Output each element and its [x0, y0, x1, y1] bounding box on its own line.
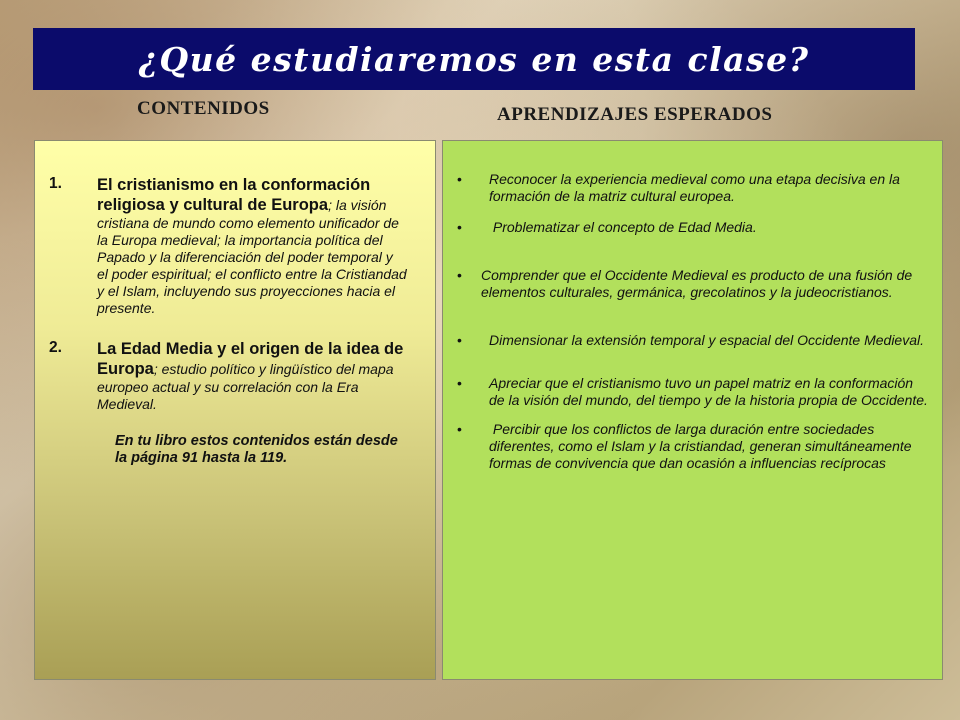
contenido-item-2 [49, 339, 407, 413]
aprendizaje-text: Problematizar el concepto de Edad Media. [489, 219, 757, 235]
bullet-icon: • [457, 171, 462, 187]
bullet-icon: • [457, 375, 462, 391]
aprendizaje-text: Dimensionar la extensión temporal y espacial del Occidente Medieval. [489, 332, 924, 348]
aprendizaje-item [453, 375, 932, 409]
contenido-item-1 [49, 175, 407, 317]
bullet-icon: • [457, 219, 462, 235]
contenido-description: ; estudio político y lingüístico del mapa europeo actual y su correlación con la Era Medieval. [97, 361, 394, 412]
contenidos-heading: CONTENIDOS [137, 98, 270, 119]
aprendizaje-item [453, 267, 932, 301]
contenido-lead: La Edad Media y el origen de la idea de Europa [97, 340, 404, 378]
contenido-number: 2. [49, 339, 62, 356]
aprendizaje-text: Reconocer la experiencia medieval como una etapa decisiva en la formación de la matriz cultural europea. [489, 171, 900, 204]
aprendizaje-item [453, 219, 932, 236]
slide-title: ¿Qué estudiaremos en esta clase? [33, 28, 915, 90]
contenido-number: 1. [49, 175, 62, 192]
bullet-icon: • [457, 421, 462, 437]
aprendizaje-text: Percibir que los conflictos de larga duración entre sociedades diferentes, como el Islam y la cristiandad, generan simultáneamente formas de convivencia que dan ocasión a influencias recíprocas [489, 421, 916, 471]
aprendizaje-text: Apreciar que el cristianismo tuvo un papel matriz en la conformación de la visión del mundo, del tiempo y de la historia propia de Occidente. [489, 375, 928, 408]
aprendizajes-panel [442, 140, 943, 680]
book-pages-note: En tu libro estos contenidos están desde la página 91 hasta la 119. [115, 433, 398, 466]
bullet-icon: • [457, 332, 462, 348]
aprendizaje-text: Comprender que el Occidente Medieval es producto de una fusión de elementos culturales, germánica, grecolatinos y la judeocristianos. [481, 267, 913, 300]
aprendizaje-item [453, 171, 932, 205]
contenido-description: ; la visión cristiana de mundo como elemento unificador de la Europa medieval; la importancia política del Papado y la diferenciación del poder temporal y el poder espiritual; el conflicto entre la Cristiandad y el Islam, incluyendo sus proyecciones hacia el presente. [97, 197, 407, 316]
contenidos-panel [34, 140, 436, 680]
aprendizaje-item [453, 421, 932, 472]
aprendizajes-heading: APRENDIZAJES ESPERADOS [497, 104, 773, 125]
aprendizaje-item [453, 332, 932, 349]
contenido-lead: El cristianismo en la conformación religiosa y cultural de Europa [97, 176, 371, 214]
bullet-icon: • [457, 267, 462, 283]
